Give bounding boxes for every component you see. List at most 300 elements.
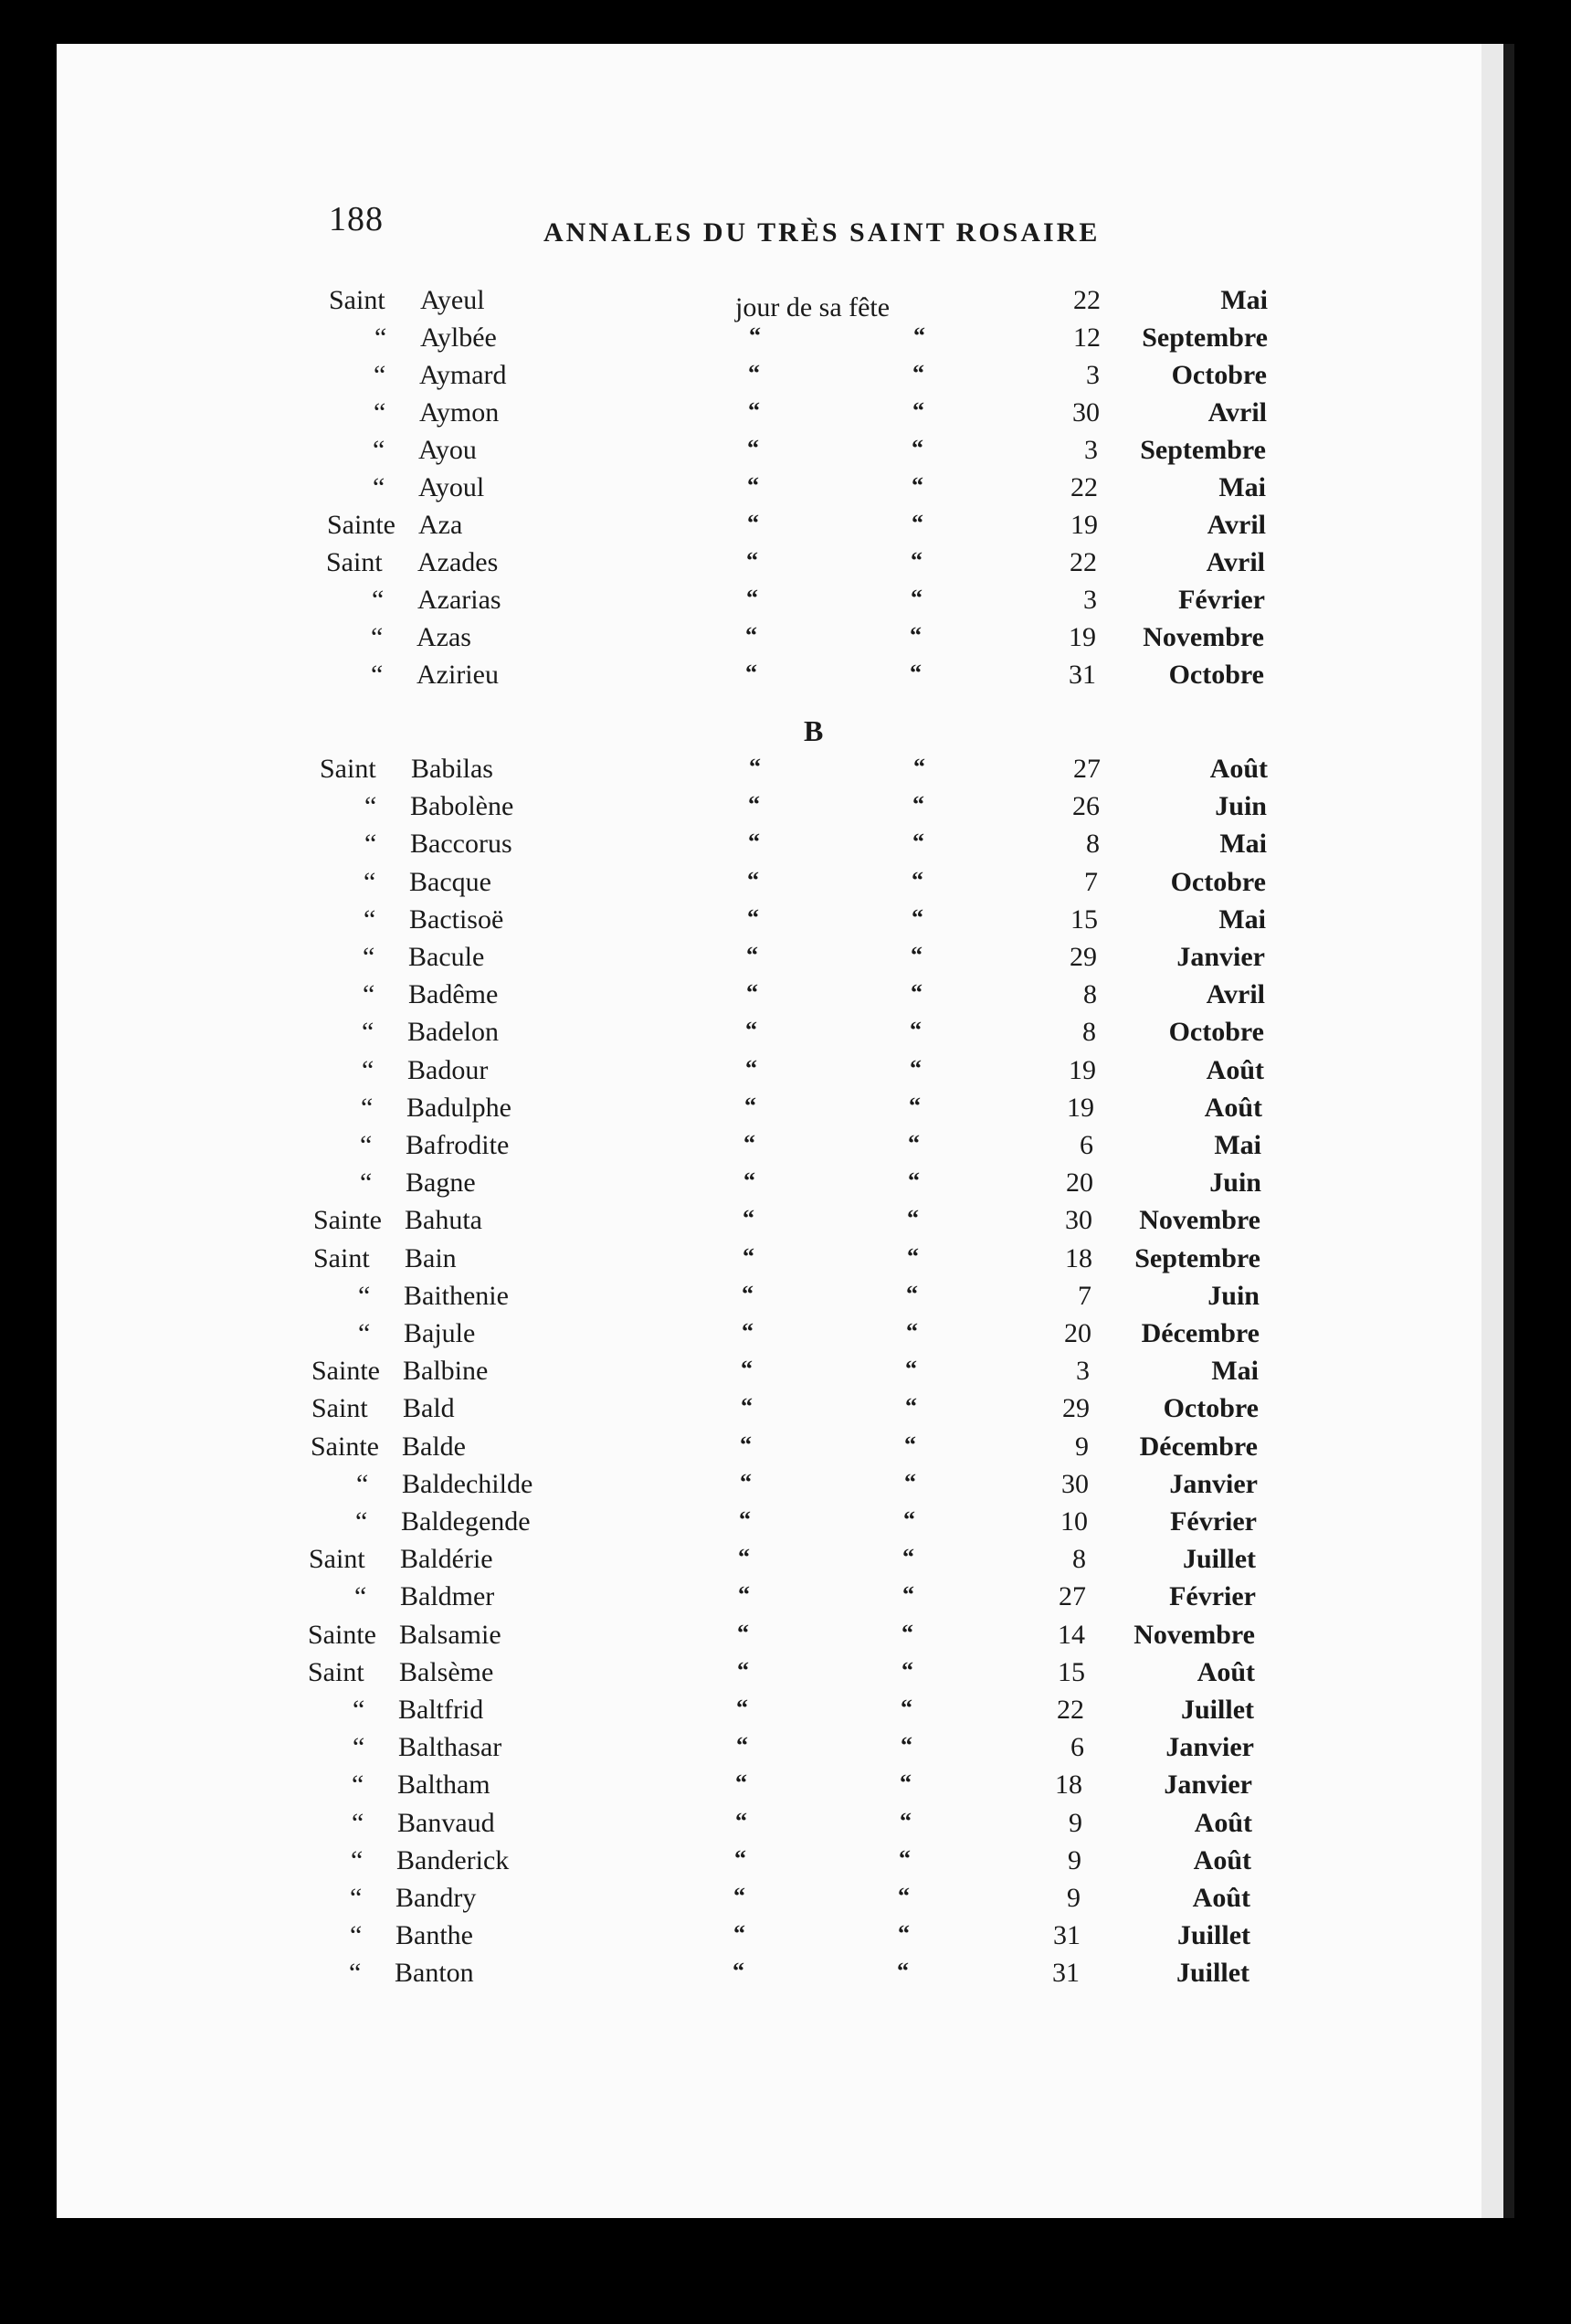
ditto-mark: “ xyxy=(748,360,761,386)
entry-day: 22 xyxy=(1073,285,1101,315)
entry-name: Balsamie xyxy=(399,1619,501,1650)
entry-day: 8 xyxy=(1082,1017,1096,1048)
entry-title: “ xyxy=(372,585,385,615)
entry-day: 15 xyxy=(1058,1656,1085,1687)
entry-month: Novembre xyxy=(1133,1619,1255,1650)
entry-day: 14 xyxy=(1058,1619,1085,1650)
ditto-mark: “ xyxy=(745,622,758,649)
ditto-mark: “ xyxy=(743,1167,756,1195)
list-item xyxy=(0,285,1425,322)
entry-month: Mai xyxy=(1219,829,1267,860)
list-item xyxy=(0,1393,1425,1430)
list-item xyxy=(0,791,1425,828)
entry-day: 29 xyxy=(1062,1393,1090,1424)
entry-title: Sainte xyxy=(327,510,395,540)
entry-title: “ xyxy=(373,472,385,502)
ditto-mark: “ xyxy=(745,1017,758,1044)
entry-title: “ xyxy=(360,1167,373,1199)
entry-name: Bajule xyxy=(404,1318,476,1348)
entry-title: “ xyxy=(374,397,386,428)
entry-title: “ xyxy=(353,1732,365,1763)
entry-name: Baldechilde xyxy=(402,1468,533,1499)
list-item xyxy=(0,979,1425,1016)
ditto-mark: “ xyxy=(747,903,760,931)
column-header: jour de sa fête xyxy=(735,292,891,322)
book-spine xyxy=(1503,44,1514,2218)
list-item xyxy=(0,510,1425,546)
ditto-mark: “ xyxy=(746,547,759,574)
ditto-mark: “ xyxy=(746,979,759,1007)
entry-day: 10 xyxy=(1060,1506,1088,1537)
entry-title: “ xyxy=(363,942,375,972)
entry-title: “ xyxy=(358,1280,371,1311)
entry-name: Balthasar xyxy=(398,1732,502,1763)
running-head: ANNALES DU TRÈS SAINT ROSAIRE xyxy=(543,217,1101,248)
entry-name: Badour xyxy=(407,1054,489,1085)
entry-title: Saint xyxy=(309,1544,365,1575)
entry-day: 30 xyxy=(1072,397,1100,428)
entry-title: “ xyxy=(362,1054,374,1085)
ditto-mark: “ xyxy=(740,1468,753,1495)
entry-title: Saint xyxy=(308,1656,364,1687)
ditto-mark: “ xyxy=(906,1280,919,1307)
list-item xyxy=(0,1695,1425,1731)
ditto-mark: “ xyxy=(748,791,761,819)
ditto-mark: “ xyxy=(748,829,761,856)
entry-month: Octobre xyxy=(1168,1017,1264,1048)
entry-title: “ xyxy=(355,1506,368,1537)
entry-name: Baldegende xyxy=(401,1506,531,1537)
list-item xyxy=(0,1845,1425,1882)
ditto-mark: “ xyxy=(737,1619,750,1646)
entry-month: Août xyxy=(1209,754,1268,784)
entry-name: Banvaud xyxy=(397,1807,495,1838)
ditto-mark: “ xyxy=(747,435,760,461)
ditto-mark: “ xyxy=(735,1807,748,1834)
entry-title: “ xyxy=(350,1883,363,1913)
ditto-mark: “ xyxy=(743,1242,755,1270)
entry-day: 31 xyxy=(1053,1920,1081,1951)
entry-month: Octobre xyxy=(1163,1393,1259,1424)
entry-month: Septembre xyxy=(1140,435,1266,465)
entry-day: 3 xyxy=(1084,435,1098,465)
entry-name: Bactisoë xyxy=(409,903,504,935)
entry-title: “ xyxy=(362,1017,374,1048)
entry-month: Mai xyxy=(1220,285,1268,315)
list-item xyxy=(0,1732,1425,1769)
entry-title: Saint xyxy=(313,1242,370,1273)
entry-title: Sainte xyxy=(311,1431,379,1462)
ditto-mark: “ xyxy=(740,1431,753,1458)
list-item xyxy=(0,435,1425,471)
entry-day: 6 xyxy=(1080,1130,1093,1160)
entry-name: Ayoul xyxy=(418,472,485,502)
ditto-mark: “ xyxy=(909,1092,922,1119)
entry-title: “ xyxy=(373,435,385,465)
entry-month: Septembre xyxy=(1142,322,1268,353)
ditto-mark: “ xyxy=(747,472,760,499)
entry-month: Juin xyxy=(1215,791,1267,822)
ditto-mark: “ xyxy=(901,1695,913,1721)
list-item xyxy=(0,1544,1425,1580)
list-item xyxy=(0,1657,1425,1694)
list-item xyxy=(0,1017,1425,1053)
entry-day: 26 xyxy=(1072,791,1100,822)
ditto-mark: “ xyxy=(911,979,923,1007)
ditto-mark: “ xyxy=(910,1054,923,1082)
entry-day: 19 xyxy=(1069,1054,1096,1085)
ditto-mark: “ xyxy=(912,360,925,386)
list-item xyxy=(0,1356,1425,1392)
entry-name: Baldmer xyxy=(400,1581,495,1612)
entry-title: “ xyxy=(364,791,377,822)
ditto-mark: “ xyxy=(736,1732,749,1759)
ditto-mark: “ xyxy=(912,791,925,819)
ditto-mark: “ xyxy=(897,1958,910,1985)
ditto-mark: “ xyxy=(912,866,924,893)
entry-name: Baccorus xyxy=(410,829,512,860)
ditto-mark: “ xyxy=(747,866,760,893)
list-item xyxy=(0,472,1425,509)
list-item xyxy=(0,397,1425,434)
list-item xyxy=(0,322,1425,359)
entry-month: Avril xyxy=(1207,397,1267,428)
entry-title: “ xyxy=(360,1130,373,1160)
ditto-mark: “ xyxy=(749,754,762,780)
entry-day: 9 xyxy=(1069,1807,1082,1838)
ditto-mark: “ xyxy=(912,903,924,931)
entry-name: Banton xyxy=(395,1958,474,1989)
entry-day: 22 xyxy=(1070,547,1097,577)
entry-day: 18 xyxy=(1055,1769,1082,1801)
entry-name: Balbine xyxy=(403,1356,489,1387)
entry-day: 9 xyxy=(1068,1844,1081,1875)
entry-title: “ xyxy=(374,322,387,353)
entry-month: Septembre xyxy=(1134,1242,1260,1273)
list-item xyxy=(0,660,1425,696)
entry-name: Banderick xyxy=(396,1844,510,1875)
entry-name: Bandry xyxy=(395,1883,477,1913)
entry-title: “ xyxy=(374,360,386,390)
ditto-mark: “ xyxy=(900,1807,912,1834)
entry-title: “ xyxy=(351,1844,364,1875)
list-item xyxy=(0,1506,1425,1543)
list-item xyxy=(0,829,1425,865)
entry-name: Bafrodite xyxy=(406,1130,510,1160)
entry-title: “ xyxy=(352,1769,364,1801)
ditto-mark: “ xyxy=(913,754,926,780)
ditto-mark: “ xyxy=(907,1205,920,1232)
list-item xyxy=(0,1093,1425,1129)
ditto-mark: “ xyxy=(734,1844,747,1872)
entry-day: 15 xyxy=(1070,903,1098,935)
page-edge xyxy=(1481,44,1503,2218)
list-item xyxy=(0,754,1425,790)
ditto-mark: “ xyxy=(912,397,925,424)
ditto-mark: “ xyxy=(901,1656,914,1684)
ditto-mark: “ xyxy=(908,1130,921,1157)
list-item xyxy=(0,1620,1425,1656)
entry-title: “ xyxy=(364,866,376,897)
list-item xyxy=(0,1055,1425,1092)
entry-month: Janvier xyxy=(1169,1468,1258,1499)
entry-name: Bacule xyxy=(408,942,485,972)
ditto-mark: “ xyxy=(904,1468,917,1495)
ditto-mark: “ xyxy=(744,1092,757,1119)
ditto-mark: “ xyxy=(743,1130,756,1157)
entry-name: Aylbée xyxy=(420,322,497,353)
entry-day: 12 xyxy=(1073,322,1101,353)
ditto-mark: “ xyxy=(898,1920,911,1948)
entry-day: 3 xyxy=(1086,360,1100,390)
entry-month: Mai xyxy=(1218,472,1266,502)
ditto-mark: “ xyxy=(905,1356,918,1383)
entry-day: 27 xyxy=(1059,1581,1086,1612)
entry-month: Juillet xyxy=(1177,1920,1250,1951)
entry-day: 31 xyxy=(1069,660,1096,690)
entry-name: Baldérie xyxy=(400,1544,493,1575)
list-item xyxy=(0,360,1425,396)
entry-title: “ xyxy=(354,1581,367,1612)
ditto-mark: “ xyxy=(912,510,924,536)
ditto-mark: “ xyxy=(902,1544,915,1571)
ditto-mark: “ xyxy=(910,1017,923,1044)
list-item xyxy=(0,1167,1425,1204)
entry-day: 22 xyxy=(1070,472,1098,502)
ditto-mark: “ xyxy=(912,829,925,856)
entry-month: Mai xyxy=(1218,903,1266,935)
entry-title: Saint xyxy=(311,1393,368,1424)
entry-name: Badême xyxy=(408,979,499,1010)
ditto-mark: “ xyxy=(742,1280,754,1307)
entry-name: Bagne xyxy=(406,1167,476,1199)
ditto-mark: “ xyxy=(902,1581,915,1609)
list-item xyxy=(0,1958,1425,1994)
ditto-mark: “ xyxy=(749,322,762,349)
entry-day: 31 xyxy=(1052,1958,1080,1989)
entry-month: Janvier xyxy=(1164,1769,1252,1801)
entry-title: “ xyxy=(371,622,384,652)
list-item xyxy=(0,1808,1425,1844)
entry-month: Juillet xyxy=(1181,1695,1254,1725)
entry-name: Babolène xyxy=(410,791,514,822)
ditto-mark: “ xyxy=(901,1732,913,1759)
ditto-mark: “ xyxy=(900,1769,912,1797)
entry-title: “ xyxy=(353,1695,365,1725)
ditto-mark: “ xyxy=(908,1167,921,1195)
list-item xyxy=(0,1243,1425,1280)
ditto-mark: “ xyxy=(733,1920,746,1948)
entry-month: Janvier xyxy=(1165,1732,1254,1763)
entry-day: 22 xyxy=(1057,1695,1084,1725)
section-letter: B xyxy=(804,714,824,747)
entry-month: Juin xyxy=(1209,1167,1261,1199)
entry-name: Azas xyxy=(416,622,471,652)
entry-name: Azades xyxy=(417,547,499,577)
ditto-mark: “ xyxy=(912,435,924,461)
entry-month: Décembre xyxy=(1139,1431,1258,1462)
list-item xyxy=(0,904,1425,941)
entry-month: Août xyxy=(1204,1092,1262,1123)
entry-name: Baithenie xyxy=(404,1280,509,1311)
ditto-mark: “ xyxy=(910,622,923,649)
ditto-mark: “ xyxy=(911,547,923,574)
entry-name: Bahuta xyxy=(405,1205,482,1236)
ditto-mark: “ xyxy=(735,1769,748,1797)
list-item xyxy=(0,1130,1425,1167)
entry-day: 18 xyxy=(1065,1242,1092,1273)
entry-month: Février xyxy=(1178,585,1265,615)
entry-month: Décembre xyxy=(1141,1318,1260,1348)
entry-day: 8 xyxy=(1072,1544,1086,1575)
entry-title: Sainte xyxy=(311,1356,380,1387)
list-item xyxy=(0,547,1425,584)
entry-month: Mai xyxy=(1211,1356,1259,1387)
list-item xyxy=(0,622,1425,659)
entry-name: Balsème xyxy=(399,1656,494,1687)
entry-name: Baltham xyxy=(397,1769,490,1801)
ditto-mark: “ xyxy=(742,1318,754,1345)
entry-month: Février xyxy=(1170,1506,1257,1537)
ditto-mark: “ xyxy=(912,472,924,499)
entry-day: 19 xyxy=(1069,622,1096,652)
ditto-mark: “ xyxy=(739,1506,752,1533)
list-item xyxy=(0,1883,1425,1919)
list-item xyxy=(0,1769,1425,1806)
ditto-mark: “ xyxy=(746,942,759,968)
entry-name: Ayou xyxy=(418,435,477,465)
entry-name: Badulphe xyxy=(406,1092,511,1123)
entry-day: 27 xyxy=(1073,754,1101,784)
entry-day: 9 xyxy=(1067,1883,1081,1913)
entry-title: “ xyxy=(364,903,376,935)
ditto-mark: “ xyxy=(737,1656,750,1684)
entry-day: 29 xyxy=(1070,942,1097,972)
ditto-mark: “ xyxy=(747,510,760,536)
entry-month: Avril xyxy=(1206,979,1265,1010)
entry-name: Baltfrid xyxy=(398,1695,484,1725)
entry-title: “ xyxy=(349,1958,362,1989)
entry-month: Février xyxy=(1169,1581,1256,1612)
ditto-mark: “ xyxy=(738,1581,751,1609)
entry-day: 7 xyxy=(1078,1280,1091,1311)
entry-title: “ xyxy=(363,979,375,1010)
entry-month: Avril xyxy=(1206,547,1265,577)
ditto-mark: “ xyxy=(743,1205,755,1232)
entry-month: Octobre xyxy=(1171,360,1267,390)
entry-day: 7 xyxy=(1084,866,1098,897)
list-item xyxy=(0,942,1425,978)
entry-name: Balde xyxy=(402,1431,466,1462)
entry-name: Aymon xyxy=(419,397,500,428)
entry-day: 3 xyxy=(1083,585,1097,615)
entry-title: Saint xyxy=(329,285,385,315)
entry-day: 8 xyxy=(1086,829,1100,860)
entry-name: Ayeul xyxy=(420,285,485,315)
ditto-mark: “ xyxy=(733,1883,746,1909)
entry-day: 30 xyxy=(1065,1205,1092,1236)
ditto-mark: “ xyxy=(907,1242,920,1270)
ditto-mark: “ xyxy=(906,1318,919,1345)
ditto-mark: “ xyxy=(745,1054,758,1082)
entry-title: “ xyxy=(350,1920,363,1951)
entry-name: Azirieu xyxy=(416,660,499,690)
entry-title: Saint xyxy=(326,547,383,577)
entry-month: Novembre xyxy=(1139,1205,1260,1236)
entry-day: 3 xyxy=(1076,1356,1090,1387)
entry-month: Août xyxy=(1197,1656,1255,1687)
ditto-mark: “ xyxy=(905,1393,918,1421)
entry-month: Avril xyxy=(1207,510,1266,540)
entry-name: Badelon xyxy=(407,1017,499,1048)
entry-title: Sainte xyxy=(313,1205,382,1236)
ditto-mark: “ xyxy=(901,1619,914,1646)
entry-name: Banthe xyxy=(395,1920,473,1951)
list-item xyxy=(0,1431,1425,1468)
list-item xyxy=(0,1920,1425,1957)
ditto-mark: “ xyxy=(910,660,923,686)
entry-month: Août xyxy=(1192,1883,1250,1913)
ditto-mark: “ xyxy=(911,942,923,968)
entry-day: 8 xyxy=(1083,979,1097,1010)
entry-month: Août xyxy=(1194,1807,1252,1838)
entry-title: “ xyxy=(352,1807,364,1838)
entry-name: Bald xyxy=(403,1393,455,1424)
ditto-mark: “ xyxy=(904,1431,917,1458)
ditto-mark: “ xyxy=(913,322,926,349)
entry-day: 19 xyxy=(1067,1092,1094,1123)
entry-title: “ xyxy=(356,1468,369,1499)
list-item xyxy=(0,1205,1425,1241)
entry-name: Aymard xyxy=(419,360,507,390)
entry-day: 19 xyxy=(1070,510,1098,540)
list-item xyxy=(0,1581,1425,1618)
entry-name: Bacque xyxy=(409,866,491,897)
entry-title: “ xyxy=(364,829,377,860)
entry-title: “ xyxy=(371,660,384,690)
entry-title: Saint xyxy=(320,754,376,784)
ditto-mark: “ xyxy=(899,1844,912,1872)
list-item xyxy=(0,1469,1425,1505)
entry-month: Janvier xyxy=(1176,942,1265,972)
ditto-mark: “ xyxy=(903,1506,916,1533)
entry-month: Août xyxy=(1206,1054,1264,1085)
ditto-mark: “ xyxy=(898,1883,911,1909)
entry-title: “ xyxy=(358,1318,371,1348)
ditto-mark: “ xyxy=(733,1958,745,1985)
entry-day: 30 xyxy=(1061,1468,1089,1499)
list-item xyxy=(0,867,1425,903)
list-item xyxy=(0,1281,1425,1317)
entry-month: Novembre xyxy=(1143,622,1264,652)
entry-month: Mai xyxy=(1214,1130,1261,1160)
ditto-mark: “ xyxy=(911,585,923,611)
ditto-mark: “ xyxy=(745,660,758,686)
entry-name: Azarias xyxy=(417,585,501,615)
entry-name: Aza xyxy=(418,510,463,540)
entry-month: Août xyxy=(1193,1844,1251,1875)
entry-title: “ xyxy=(361,1092,374,1123)
entry-name: Bain xyxy=(405,1242,457,1273)
entry-title: Sainte xyxy=(308,1619,376,1650)
ditto-mark: “ xyxy=(746,585,759,611)
entry-month: Juillet xyxy=(1183,1544,1256,1575)
ditto-mark: “ xyxy=(738,1544,751,1571)
entry-day: 20 xyxy=(1064,1318,1091,1348)
entry-month: Juin xyxy=(1207,1280,1260,1311)
entry-day: 6 xyxy=(1070,1732,1084,1763)
entry-month: Juillet xyxy=(1176,1958,1249,1989)
